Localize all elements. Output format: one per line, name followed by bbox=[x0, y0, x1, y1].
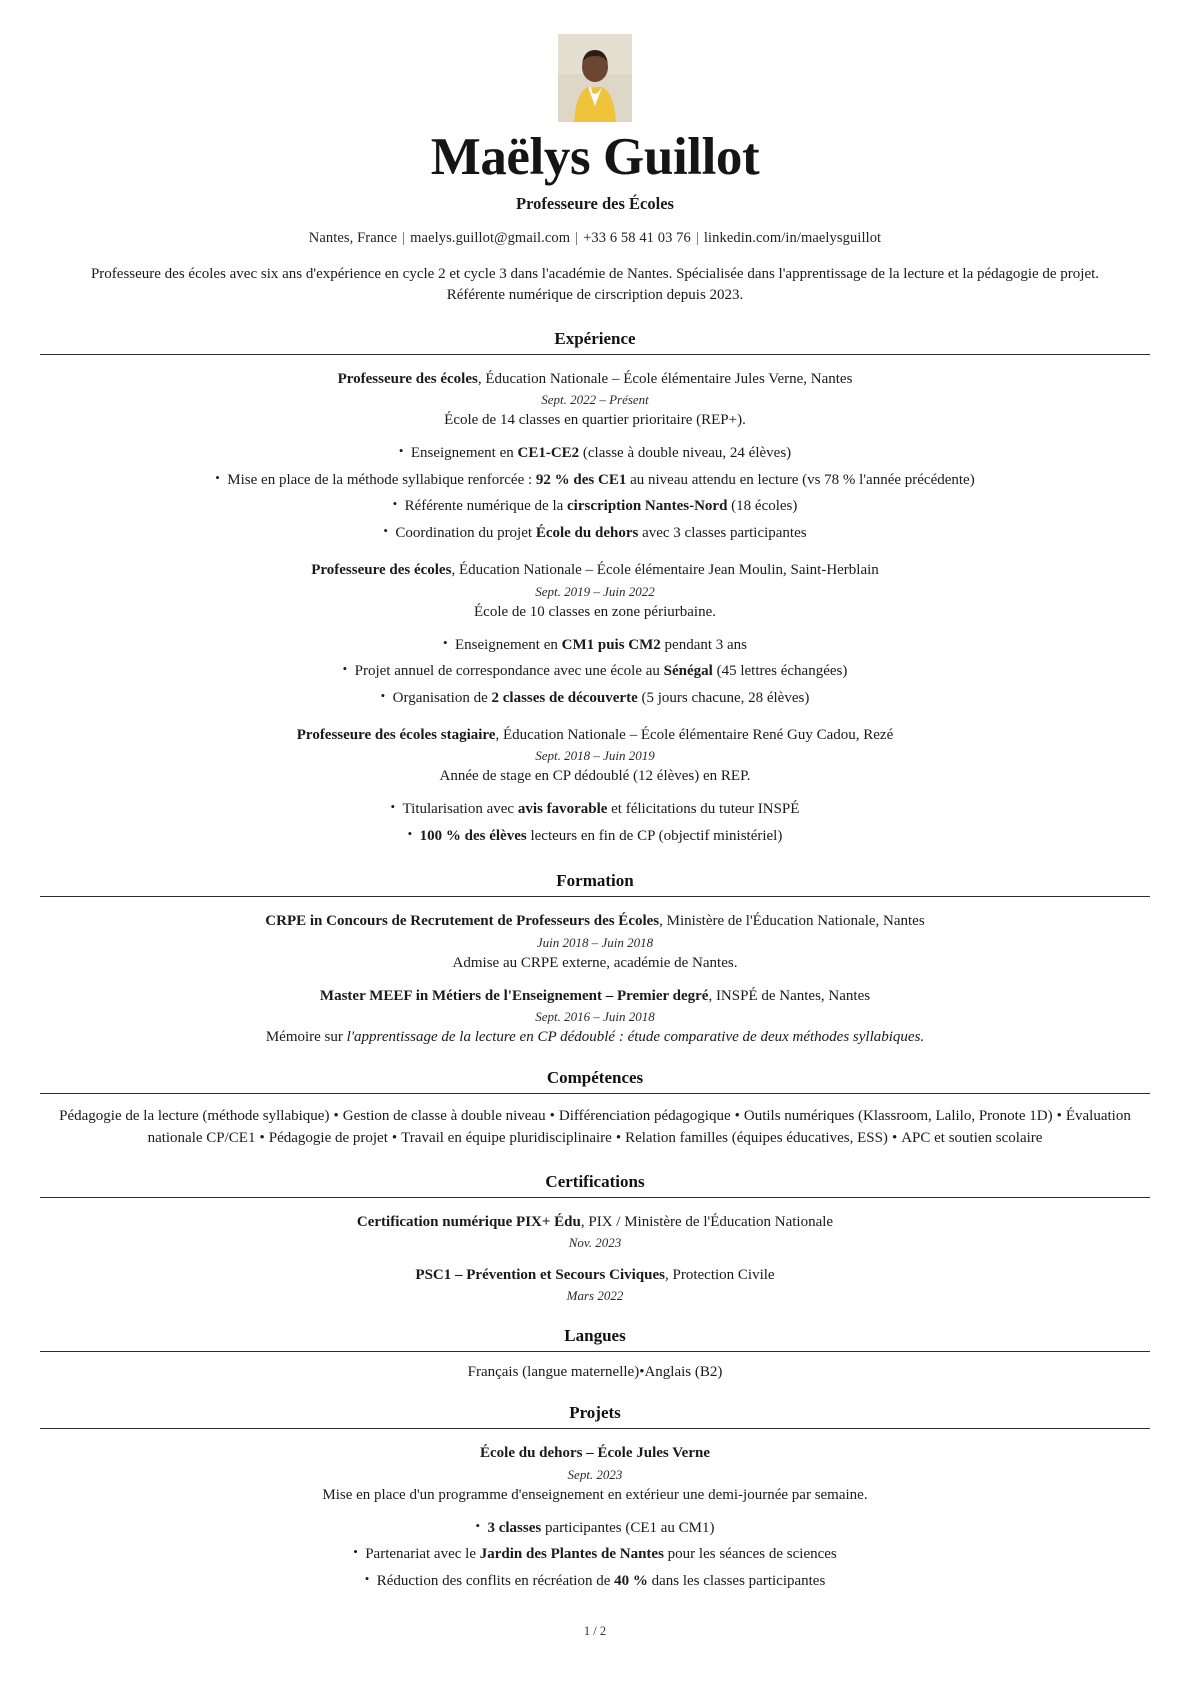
entry-header bbox=[40, 1443, 1150, 1463]
experience-entry bbox=[40, 560, 1150, 711]
section-heading-formation: Formation bbox=[556, 871, 634, 891]
entry-bullets bbox=[40, 440, 1150, 546]
skill-separator: • bbox=[549, 1107, 555, 1124]
skill-separator: • bbox=[1056, 1107, 1062, 1124]
skill-item: Outils numériques (Klassroom, Lalilo, Pronote 1D) bbox=[743, 1107, 1053, 1124]
list-item bbox=[383, 522, 806, 545]
entry-organization: , Éducation Nationale – École élémentaire René Guy Cadou, Rezé bbox=[495, 727, 894, 744]
language-item: Anglais (B2) bbox=[644, 1364, 723, 1381]
entry-date: Sept. 2023 bbox=[567, 1466, 623, 1482]
job-headline: Professeure des Écoles bbox=[516, 193, 674, 213]
entry-description: École de 10 classes en zone périurbaine. bbox=[474, 603, 716, 620]
bullet-bold: CM1 puis CM2 bbox=[561, 636, 661, 653]
list-item bbox=[353, 1543, 837, 1566]
entry-date: Mars 2022 bbox=[566, 1288, 624, 1304]
entry-date: Sept. 2016 – Juin 2018 bbox=[535, 1008, 655, 1024]
entry-organization: , Éducation Nationale – École élémentaire Jean Moulin, Saint-Herblain bbox=[451, 562, 879, 579]
list-item bbox=[443, 634, 747, 657]
contact-location: Nantes, France bbox=[308, 229, 398, 246]
bullet-bold: cirscription Nantes-Nord bbox=[567, 498, 728, 515]
avatar bbox=[558, 34, 632, 122]
section-certifications bbox=[40, 1172, 1150, 1305]
bullet-pre: Coordination du projet bbox=[395, 524, 536, 541]
bullet-pre: Projet annuel de correspondance avec une école au bbox=[354, 663, 664, 680]
contact-separator: | bbox=[695, 229, 699, 246]
entry-header bbox=[40, 1212, 1150, 1232]
language-separator: • bbox=[639, 1364, 645, 1381]
bullet-pre: Enseignement en bbox=[454, 636, 562, 653]
list-item bbox=[343, 660, 848, 683]
bullet-bold: CE1-CE2 bbox=[517, 445, 580, 462]
section-langues bbox=[40, 1326, 1150, 1381]
section-divider bbox=[40, 1428, 1150, 1429]
entry-degree: CRPE in Concours de Recrutement de Professeurs des Écoles bbox=[265, 913, 660, 930]
entry-description bbox=[40, 1029, 1150, 1046]
bullet-bold: École du dehors bbox=[535, 524, 639, 541]
skill-item: Gestion de classe à double niveau bbox=[342, 1107, 546, 1124]
list-item bbox=[399, 442, 791, 465]
entry-header bbox=[40, 1265, 1150, 1285]
certification-name: PSC1 – Prévention et Secours Civiques bbox=[415, 1267, 665, 1284]
section-divider bbox=[40, 1351, 1150, 1352]
bullet-pre: Référente numérique de la bbox=[404, 498, 568, 515]
entry-bullets bbox=[40, 796, 1150, 849]
page-title: Maëlys Guillot bbox=[430, 128, 760, 186]
section-experience bbox=[40, 329, 1150, 849]
profile-summary: Professeure des écoles avec six ans d'expérience en cycle 2 et cycle 3 dans l'académie de Nantes. Spécialisée dans l'apprentissage de la lecture et la pédagogie de projet. Référente numérique de cirscription depuis 2023. bbox=[90, 265, 1100, 304]
entry-header bbox=[40, 725, 1150, 745]
list-item bbox=[393, 495, 798, 518]
skill-separator: • bbox=[615, 1130, 622, 1147]
contact-separator: | bbox=[575, 229, 579, 246]
project-name: École du dehors – École Jules Verne bbox=[479, 1445, 710, 1462]
entry-organization: , Ministère de l'Éducation Nationale, Nantes bbox=[659, 913, 925, 930]
bullet-post: (classe à double niveau, 24 élèves) bbox=[579, 445, 792, 462]
entry-organization: , INSPÉ de Nantes, Nantes bbox=[708, 987, 871, 1004]
section-heading-experience: Expérience bbox=[554, 329, 636, 349]
bullet-post: (5 jours chacune, 28 élèves) bbox=[637, 689, 810, 706]
entry-date: Nov. 2023 bbox=[568, 1235, 622, 1251]
entry-date: Sept. 2018 – Juin 2019 bbox=[535, 748, 655, 764]
bullet-post: dans les classes participantes bbox=[647, 1572, 826, 1589]
entry-role: Professeure des écoles bbox=[337, 371, 478, 388]
skill-item: Travail en équipe pluridisciplinaire bbox=[401, 1130, 612, 1147]
bullet-post: (18 écoles) bbox=[727, 498, 798, 515]
entry-header bbox=[40, 911, 1150, 931]
skill-item: Pédagogie de la lecture (méthode syllabique) bbox=[59, 1107, 330, 1124]
skill-item: Évaluation nationale CP/CE1 bbox=[147, 1107, 1131, 1147]
skill-separator: • bbox=[891, 1130, 898, 1147]
bullet-bold: 92 % des CE1 bbox=[535, 471, 627, 488]
bullet-post: et félicitations du tuteur INSPÉ bbox=[607, 801, 800, 818]
thesis-title: l'apprentissage de la lecture en CP dédoublé : étude comparative de deux méthodes syllabiques. bbox=[346, 1028, 925, 1045]
section-divider bbox=[40, 896, 1150, 897]
section-competences bbox=[40, 1068, 1150, 1150]
portrait-photo-icon bbox=[558, 34, 632, 122]
section-divider bbox=[40, 1093, 1150, 1094]
entry-degree: Master MEEF in Métiers de l'Enseignement – Premier degré bbox=[319, 987, 709, 1004]
photo-container bbox=[40, 34, 1150, 122]
bullet-pre: Organisation de bbox=[392, 689, 492, 706]
skill-separator: • bbox=[333, 1107, 339, 1124]
entry-organization: , Éducation Nationale – École élémentaire Jules Verne, Nantes bbox=[477, 371, 853, 388]
education-entry bbox=[40, 911, 1150, 971]
bullet-pre: Titularisation avec bbox=[402, 801, 518, 818]
list-item bbox=[475, 1517, 714, 1540]
section-heading-projets: Projets bbox=[569, 1403, 621, 1423]
bullet-bold: 40 % bbox=[614, 1572, 648, 1589]
bullet-bold: Jardin des Plantes de Nantes bbox=[479, 1546, 664, 1563]
entry-bullets bbox=[40, 632, 1150, 712]
bullet-pre: Enseignement en bbox=[410, 445, 518, 462]
bullet-bold: avis favorable bbox=[517, 801, 608, 818]
bullet-post: lecteurs en fin de CP (objectif ministériel) bbox=[526, 827, 783, 844]
bullet-pre: Réduction des conflits en récréation de bbox=[376, 1572, 615, 1589]
bullet-pre: Mise en place de la méthode syllabique renforcée : bbox=[227, 471, 536, 488]
contact-email[interactable]: maelys.guillot@gmail.com bbox=[410, 229, 571, 246]
entry-header bbox=[40, 369, 1150, 389]
bullet-post: pendant 3 ans bbox=[660, 636, 748, 653]
certification-issuer: , PIX / Ministère de l'Éducation Nationale bbox=[580, 1213, 834, 1230]
languages-list bbox=[40, 1364, 1150, 1381]
page-footer bbox=[0, 1624, 1190, 1639]
description-pre: Mémoire sur bbox=[265, 1028, 347, 1045]
entry-bullets bbox=[40, 1515, 1150, 1595]
entry-description: Année de stage en CP dédoublé (12 élèves) en REP. bbox=[439, 768, 751, 785]
bullet-post: pour les séances de sciences bbox=[663, 1546, 837, 1563]
skill-separator: • bbox=[734, 1107, 740, 1124]
bullet-post: participantes (CE1 au CM1) bbox=[541, 1519, 715, 1536]
entry-date: Juin 2018 – Juin 2018 bbox=[536, 934, 654, 950]
skill-item: Différenciation pédagogique bbox=[558, 1107, 731, 1124]
list-item bbox=[365, 1570, 826, 1593]
entry-header bbox=[40, 986, 1150, 1006]
experience-entry bbox=[40, 725, 1150, 849]
certification-issuer: , Protection Civile bbox=[665, 1267, 775, 1284]
contact-separator: | bbox=[402, 229, 406, 246]
certification-name: Certification numérique PIX+ Édu bbox=[356, 1213, 581, 1230]
entry-description: École de 14 classes en quartier prioritaire (REP+). bbox=[444, 412, 746, 429]
bullet-post: avec 3 classes participantes bbox=[638, 524, 807, 541]
certification-entry bbox=[40, 1212, 1150, 1251]
contact-linkedin[interactable]: linkedin.com/in/maelysguillot bbox=[703, 229, 882, 246]
entry-description: Mise en place d'un programme d'enseignement en extérieur une demi-journée par semaine. bbox=[322, 1486, 868, 1503]
bullet-bold: 3 classes bbox=[487, 1519, 542, 1536]
bullet-post: (45 lettres échangées) bbox=[712, 663, 848, 680]
section-heading-certifications: Certifications bbox=[545, 1171, 645, 1191]
skill-item: Pédagogie de projet bbox=[268, 1130, 388, 1147]
bullet-bold: 100 % des élèves bbox=[419, 827, 527, 844]
skills-list bbox=[50, 1105, 1140, 1150]
entry-role: Professeure des écoles bbox=[311, 562, 452, 579]
project-entry bbox=[40, 1443, 1150, 1594]
entry-date: Sept. 2022 – Présent bbox=[541, 392, 649, 408]
section-divider bbox=[40, 354, 1150, 355]
certification-entry bbox=[40, 1265, 1150, 1304]
page-number: 1 / 2 bbox=[583, 1624, 607, 1638]
entry-date: Sept. 2019 – Juin 2022 bbox=[535, 583, 655, 599]
section-divider bbox=[40, 1197, 1150, 1198]
skill-separator: • bbox=[259, 1130, 265, 1147]
entry-role: Professeure des écoles stagiaire bbox=[296, 727, 496, 744]
entry-header bbox=[40, 560, 1150, 580]
bullet-bold: Sénégal bbox=[663, 663, 713, 680]
bullet-post: au niveau attendu en lecture (vs 78 % l'année précédente) bbox=[626, 471, 975, 488]
experience-entry bbox=[40, 369, 1150, 546]
entry-description: Admise au CRPE externe, académie de Nantes. bbox=[452, 954, 738, 971]
skill-item: APC et soutien scolaire bbox=[901, 1130, 1043, 1147]
contact-line bbox=[40, 230, 1150, 247]
section-heading-langues: Langues bbox=[564, 1326, 626, 1346]
section-projets bbox=[40, 1403, 1150, 1594]
skill-separator: • bbox=[391, 1130, 398, 1147]
section-formation bbox=[40, 871, 1150, 1046]
list-item bbox=[381, 687, 810, 710]
education-entry bbox=[40, 986, 1150, 1046]
language-item: Français (langue maternelle) bbox=[467, 1364, 640, 1381]
list-item bbox=[408, 825, 783, 848]
skill-item: Relation familles (équipes éducatives, ESS) bbox=[625, 1130, 888, 1147]
list-item bbox=[391, 798, 800, 821]
list-item bbox=[215, 469, 974, 492]
bullet-bold: 2 classes de découverte bbox=[491, 689, 638, 706]
bullet-pre: Partenariat avec le bbox=[365, 1546, 480, 1563]
section-heading-competences: Compétences bbox=[546, 1067, 644, 1087]
contact-phone[interactable]: +33 6 58 41 03 76 bbox=[583, 229, 691, 246]
